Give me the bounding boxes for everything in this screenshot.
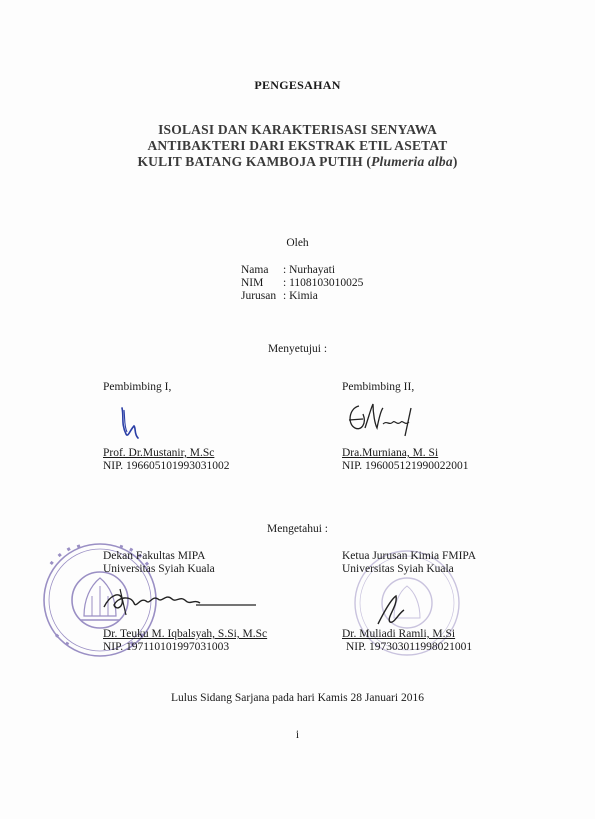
student-info <box>241 264 363 303</box>
approved-label: Menyetujui : <box>267 343 328 355</box>
dean-nip: NIP. 197110101997031003 <box>103 641 230 653</box>
dean-role-line2: Universitas Syiah Kuala <box>103 563 215 575</box>
student-row-name: Nama : Nurhayati <box>241 264 336 276</box>
page-number: i <box>295 729 300 741</box>
supervisor2-name: Dra.Murniana, M. Si <box>342 447 439 459</box>
by-label: Oleh <box>286 237 309 249</box>
supervisor1-name: Prof. Dr.Mustanir, M.Sc <box>103 447 215 459</box>
page-heading: PENGESAHAN <box>254 78 341 92</box>
title-line-2: ANTIBAKTERI DARI EKSTRAK ETIL ASETAT <box>147 138 448 153</box>
head-dept-role-line2: Universitas Syiah Kuala <box>342 563 454 575</box>
title-line-3: KULIT BATANG KAMBOJA PUTIH (Plumeria alba) <box>137 154 458 169</box>
supervisor2-role: Pembimbing II, <box>342 381 415 393</box>
supervisor2-signature <box>345 398 425 442</box>
thesis-title <box>0 122 595 170</box>
head-dept-nip: NIP. 197303011998021001 <box>346 641 473 653</box>
graduation-statement: Lulus Sidang Sarjana pada hari Kamis 28 Januari 2016 <box>171 692 424 704</box>
species-name: Plumeria alba <box>371 154 453 169</box>
dean-role-line1: Dekan Fakultas MIPA <box>103 550 206 562</box>
head-dept-signature <box>372 592 412 628</box>
supervisor2-nip: NIP. 196005121990022001 <box>342 460 469 472</box>
supervisor1-role: Pembimbing I, <box>103 381 172 393</box>
dean-signature <box>100 585 260 619</box>
supervisor1-signature <box>112 404 152 444</box>
student-row-nim: NIM : 1108103010025 <box>241 277 364 289</box>
head-dept-role-line1: Ketua Jurusan Kimia FMIPA <box>342 550 477 562</box>
title-line-1: ISOLASI DAN KARAKTERISASI SENYAWA <box>158 122 437 137</box>
known-label: Mengetahui : <box>267 523 328 535</box>
head-dept-name: Dr. Muliadi Ramli, M.Si <box>342 628 456 640</box>
dean-name: Dr. Teuku M. Iqbalsyah, S.Si, M.Sc <box>103 628 268 640</box>
student-row-major: Jurusan : Kimia <box>241 290 318 302</box>
supervisor1-nip: NIP. 196605101993031002 <box>103 460 230 472</box>
